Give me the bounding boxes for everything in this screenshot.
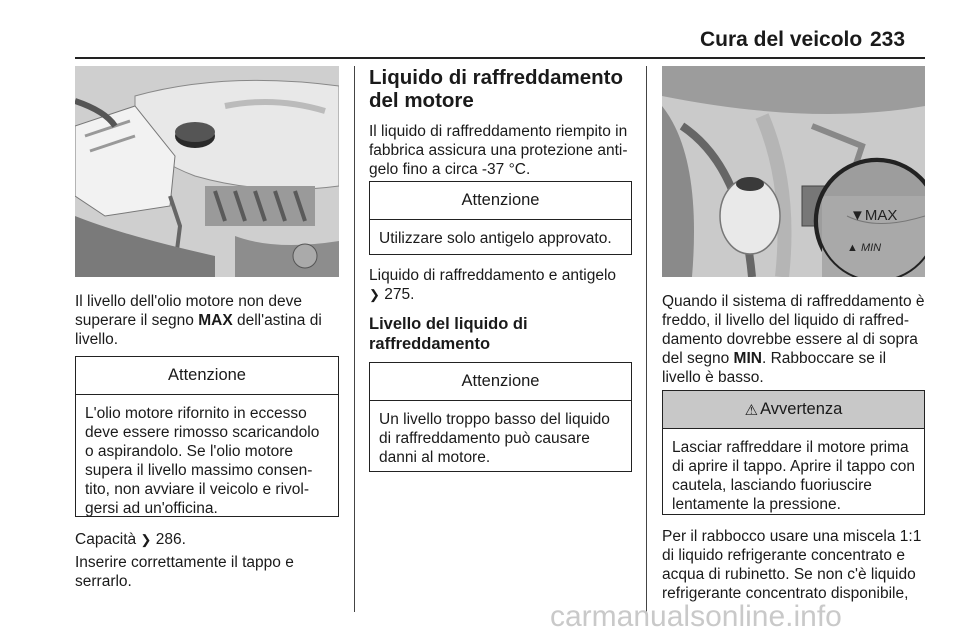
capacity-label: Capacità <box>75 531 137 548</box>
cap-instruction: Inserire correttamente il tappo e serrarlo. <box>75 554 294 590</box>
reference-text: Liquido di raffreddamento e antigelo <box>369 267 617 284</box>
page-ref-arrow-icon: ❯ <box>369 287 380 302</box>
warning-box-title: ⚠ Avvertenza <box>663 391 924 429</box>
warning-triangle-icon: ⚠ <box>744 401 759 419</box>
capacity-ref: 286. <box>155 531 186 548</box>
caption-text: Quando il sistema di raffreddamento è freddo, il livello del liquido di raffred-damento dovrebbe essere al di sopra del segno <box>662 293 925 367</box>
warning-box-text: Lasciar raffreddare il motore prima di aprire il tappo. Aprire il tappo con cautela, lasciando fuoriuscire lentamente la pressione. <box>672 439 915 513</box>
oil-level-caption <box>75 292 339 349</box>
caution-box-title: Attenzione <box>370 182 631 220</box>
coolant-intro: Il liquido di raffreddamento riempito in fabbrica assicura una protezione anti-gelo fino a circa -37 °C. <box>369 123 628 178</box>
section-title: Cura del veicolo <box>700 28 863 51</box>
caption-text-end: dell'astina di livello. <box>75 312 322 348</box>
watermark: carmanualsonline.info <box>550 600 842 633</box>
caution-box-text: L'olio motore rifornito in eccesso deve essere rimosso scaricandolo o aspirandolo. Se l'olio motore supera il livello massimo consen-tito, non avviare il veicolo e rivol-gersi ad un'officina. <box>85 405 320 517</box>
caution-box-title: Attenzione <box>76 357 338 395</box>
caution-box-oil <box>75 356 339 517</box>
header-rule <box>75 57 925 59</box>
max-mark-label: ▼MAX <box>850 207 898 224</box>
page-ref-arrow-icon: ❯ <box>140 532 152 547</box>
coolant-level-caption <box>662 292 927 387</box>
caution-box-title: Attenzione <box>370 363 631 401</box>
caution-box-antifreeze <box>369 181 632 255</box>
down-triangle-icon: ▼ <box>850 207 865 224</box>
coolant-reservoir-photo <box>662 66 925 277</box>
capacity-line <box>75 530 339 549</box>
refill-instructions: Per il rabbocco usare una miscela 1:1 di liquido refrigerante concentrato e acqua di rubinetto. Se non c'è liquido refrigerante concentrato disponibile, <box>662 528 922 602</box>
caption-text-end: . Rabboccare se il livello è basso. <box>662 350 887 386</box>
max-mark: MAX <box>198 312 233 329</box>
warning-box <box>662 390 925 515</box>
column-divider-1 <box>354 66 355 612</box>
reference-page: 275. <box>384 286 415 303</box>
page-number: 233 <box>870 28 906 51</box>
subheading: Livello del liquido di raffreddamento <box>369 315 528 353</box>
coolant-reference <box>369 266 634 304</box>
min-mark: MIN <box>733 350 762 367</box>
section-heading: Liquido di raffreddamento del motore <box>369 66 623 112</box>
caution-box-coolant-level <box>369 362 632 472</box>
column-divider-2 <box>646 66 647 612</box>
caution-box-text: Un livello troppo basso del liquido di raffreddamento può causare danni al motore. <box>379 411 610 466</box>
up-triangle-icon: ▲ <box>847 242 858 254</box>
engine-oil-photo <box>75 66 339 277</box>
caption-text: Il livello dell'olio motore non deve superare il segno <box>75 293 302 329</box>
min-mark-label: ▲ MIN <box>847 242 882 254</box>
caution-box-text: Utilizzare solo antigelo approvato. <box>379 230 612 247</box>
